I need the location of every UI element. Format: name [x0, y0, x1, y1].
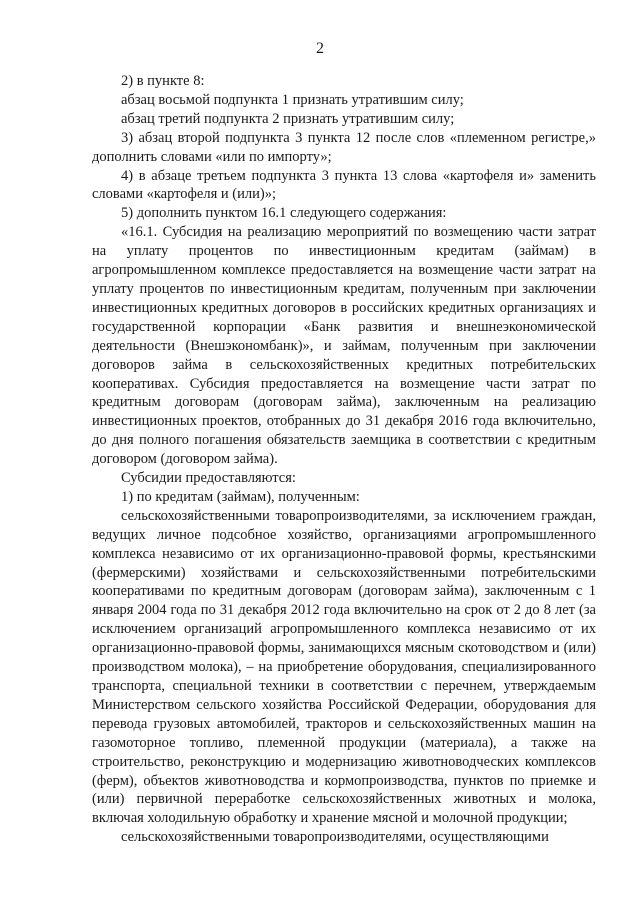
- paragraph: 5) дополнить пунктом 16.1 следующего содержания:: [121, 205, 447, 222]
- paragraph: 3) абзац второй подпункта 3 пункта 12 после слов «племенном регистре,» дополнить словами «или по импорту»;: [92, 129, 596, 165]
- paragraph: сельскохозяйственными товаропроизводителями, осуществляющими: [121, 829, 549, 846]
- paragraph: Субсидии предоставляются:: [121, 470, 296, 487]
- document-body: [92, 72, 596, 847]
- paragraph: абзац восьмой подпункта 1 признать утратившим силу;: [121, 91, 464, 108]
- page-number: 2: [316, 40, 324, 57]
- paragraph: 1) по кредитам (займам), полученным:: [121, 488, 360, 505]
- paragraph: сельскохозяйственными товаропроизводителями, за исключением граждан, ведущих личное подсобное хозяйство, организациями агропромышленного комплекса независимо от их организационно-правовой формы, крестьянскими (фермерскими) хозяйствами и сельскохозяйственными потребительскими кооперативами по кредитным договорам (договорам займа), заключенным с 1 января 2004 года по 31 декабря 2012 года включительно на срок от 2 до 8 лет (за исключением организаций агропромышленного комплекса независимо от их организационно-правовой формы, занимающихся мясным скотоводством и (или) производством молока), – на приобретение оборудования, специализированного транспорта, специальной техники в соответствии с перечнем, утверждаемым Министерством сельского хозяйства Российской Федерации, оборудования для перевода грузовых автомобилей, тракторов и сельскохозяйственных машин на газомоторное топливо, племенной продукции (материала), а также на строительство, реконструкцию и модернизацию животноводческих комплексов (ферм), объектов животноводства и кормопроизводства, пунктов по приемке и (или) первичной переработке сельскохозяйственных животных и молока, включая холодильную обработку и хранение мясной и молочной продукции;: [92, 507, 596, 827]
- paragraph: «16.1. Субсидия на реализацию мероприятий по возмещению части затрат на уплату процентов по инвестиционным кредитам (займам) в агропромышленном комплексе предоставляется на возмещение части затрат на уплату процентов по инвестиционным кредитам, полученным при заключении инвестиционных кредитных договоров в российских кредитных организациях и государственной корпорации «Банк развития и внешнеэкономической деятельности (Внешэкономбанк)», и займам, полученным при заключении договоров займа в сельскохозяйственных кредитных потребительских кооперативах. Субсидия предоставляется на возмещение части затрат по кредитным договорам (договорам займа), заключенным на реализацию инвестиционных проектов, отобранных до 31 декабря 2016 года включительно, до дня полного погашения обязательств заемщика в соответствии с кредитным договором (договором займа).: [92, 224, 596, 468]
- paragraph: 2) в пункте 8:: [121, 73, 205, 89]
- paragraph: абзац третий подпункта 2 признать утратившим силу;: [121, 110, 455, 127]
- paragraph: 4) в абзаце третьем подпункта 3 пункта 13 слова «картофеля и» заменить словами «картофеля и (или)»;: [92, 167, 596, 203]
